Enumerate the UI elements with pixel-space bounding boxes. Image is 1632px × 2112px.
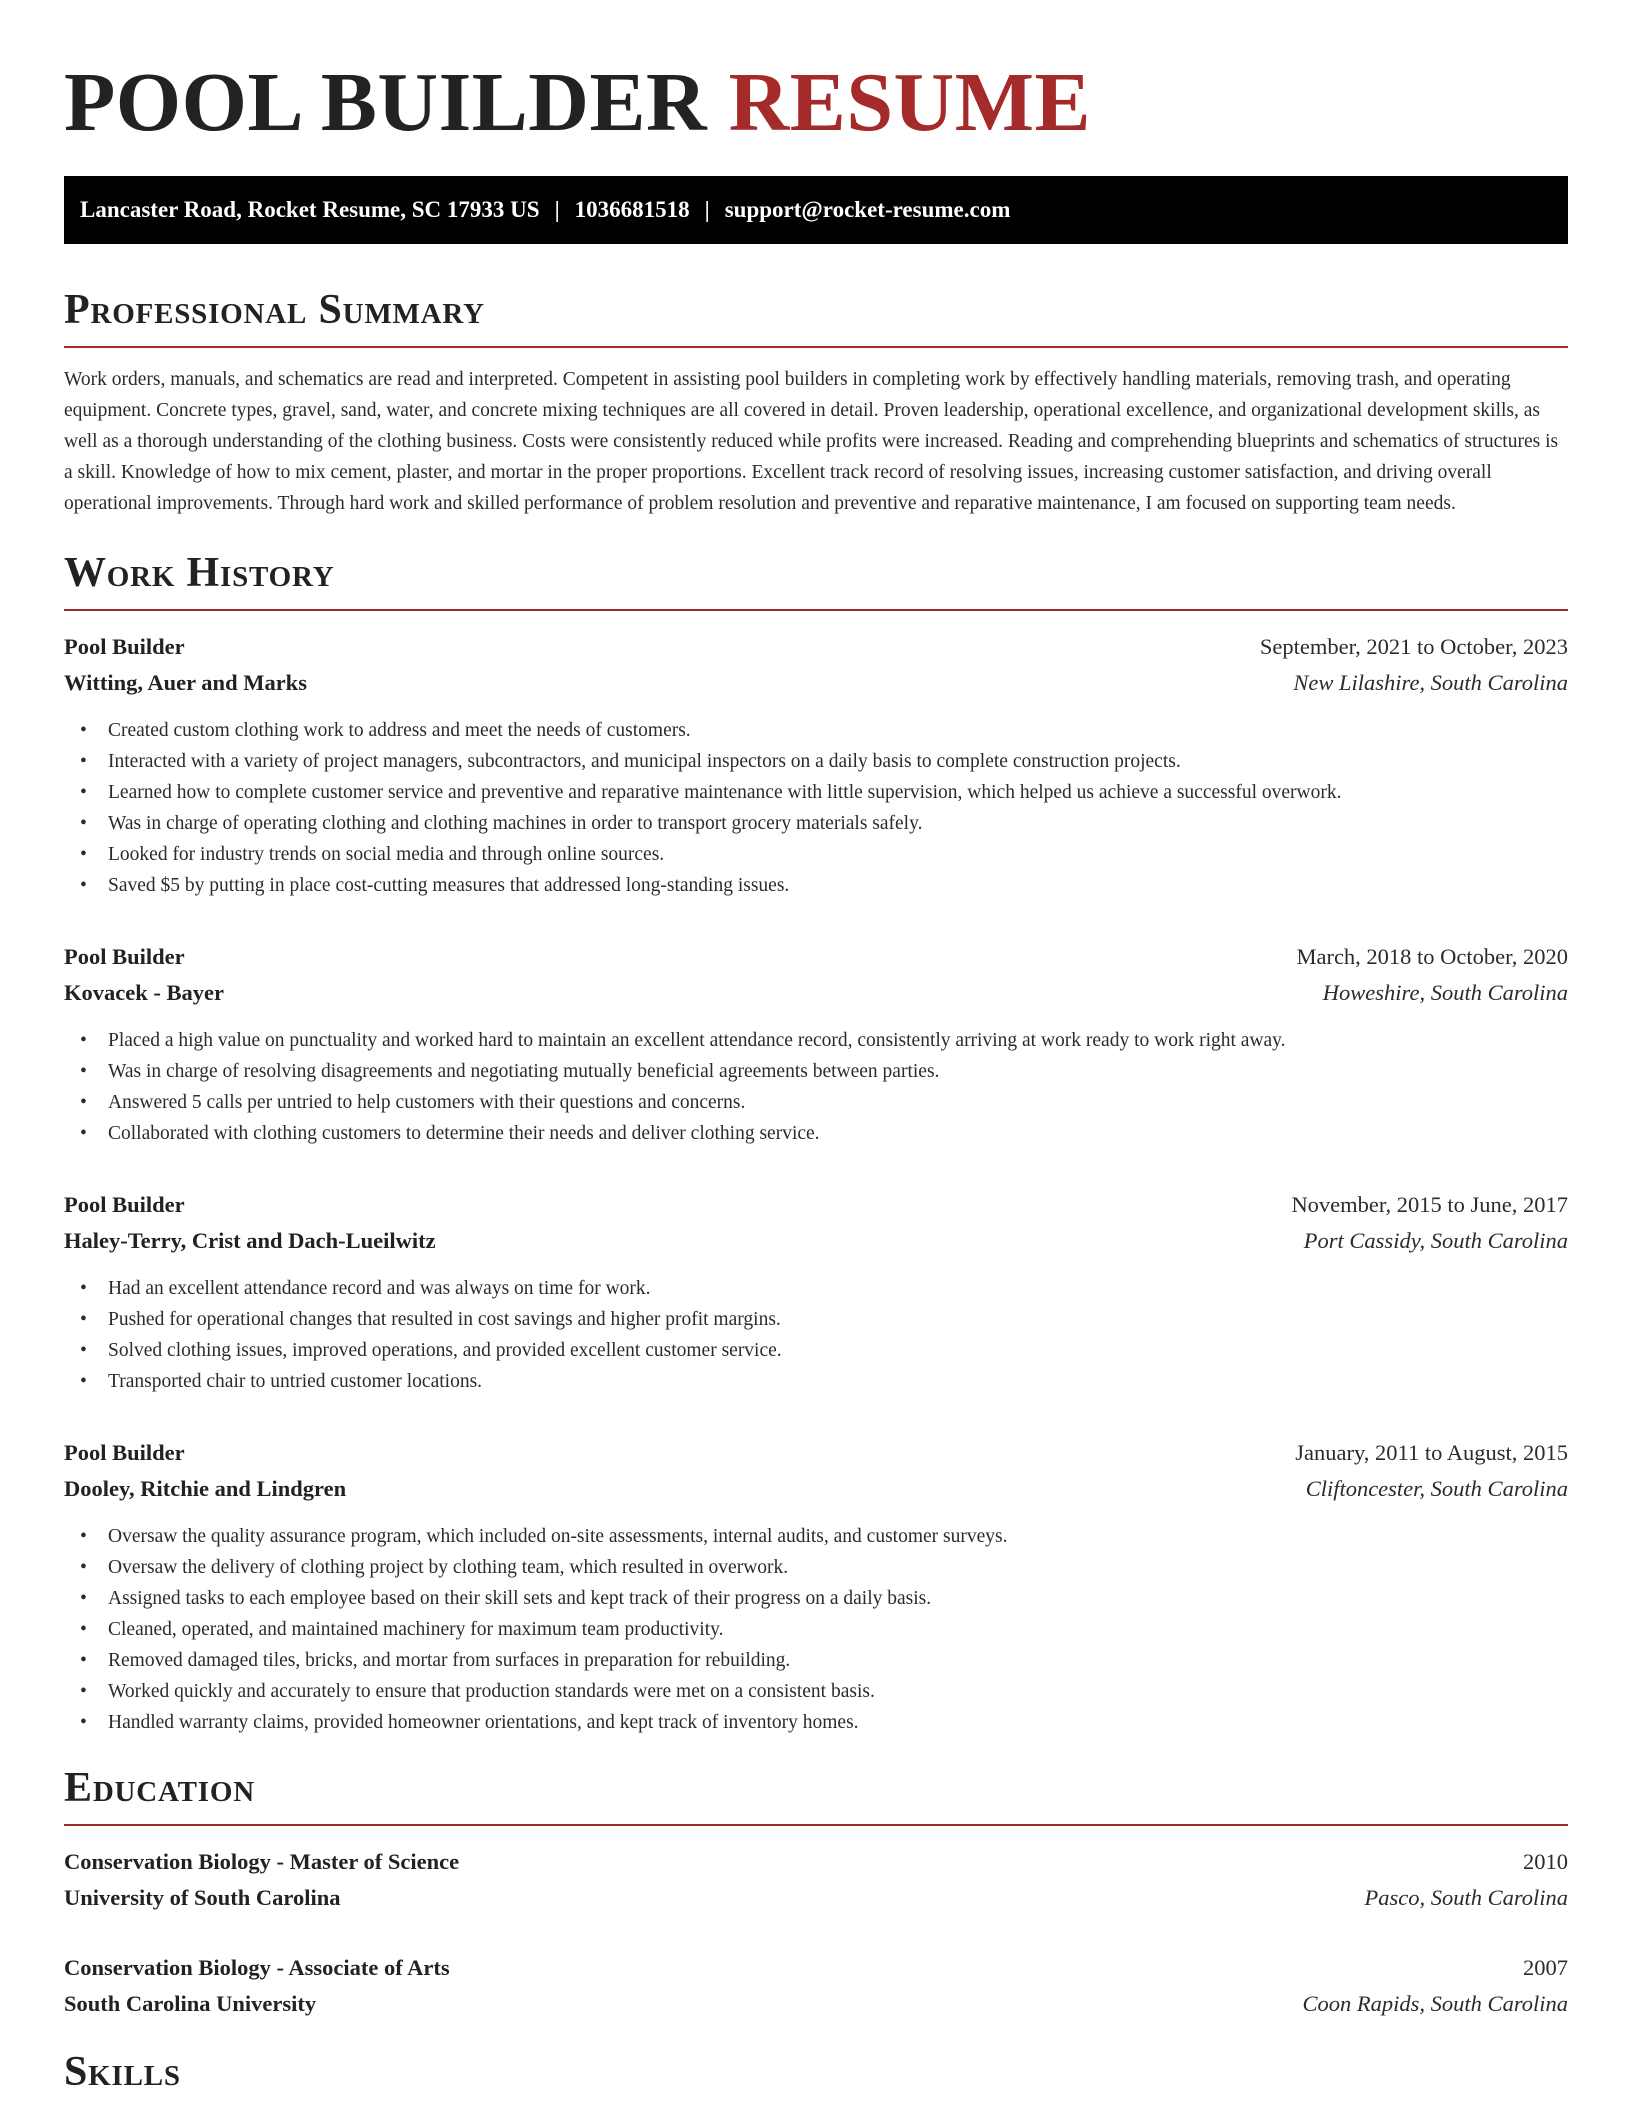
bullet-text: Removed damaged tiles, bricks, and mortar from surfaces in preparation for rebuilding. bbox=[108, 1650, 791, 1671]
job-company: Dooley, Ritchie and Lindgren bbox=[64, 1476, 347, 1501]
job-title-row bbox=[64, 629, 1568, 665]
job-entry bbox=[64, 939, 1568, 1149]
bullet-text: Oversaw the quality assurance program, which included on-site assessments, internal audits, and customer surveys. bbox=[108, 1526, 1008, 1547]
list-item bbox=[64, 715, 1568, 746]
bullet-text: Learned how to complete customer service and preventive and reparative maintenance with little supervision, which helped us achieve a successful overwork. bbox=[108, 782, 1342, 803]
bullet-icon: • bbox=[80, 1371, 87, 1392]
bullet-text: Answered 5 calls per untried to help customers with their questions and concerns. bbox=[108, 1092, 746, 1113]
bullet-text: Oversaw the delivery of clothing project by clothing team, which resulted in overwork. bbox=[108, 1557, 789, 1578]
degree-name: Conservation Biology - Master of Science bbox=[64, 1849, 460, 1874]
list-item bbox=[64, 746, 1568, 777]
bullet-icon: • bbox=[80, 1712, 87, 1733]
resume-title bbox=[64, 0, 1568, 148]
job-title: Pool Builder bbox=[64, 1192, 185, 1217]
job-entry bbox=[64, 1435, 1568, 1738]
bullet-icon: • bbox=[80, 1123, 87, 1144]
degree-name: Conservation Biology - Associate of Arts bbox=[64, 1955, 450, 1980]
bullet-text: Pushed for operational changes that resulted in cost savings and higher profit margins. bbox=[108, 1309, 781, 1330]
bullet-text: Was in charge of operating clothing and clothing machines in order to transport grocery materials safely. bbox=[108, 813, 923, 834]
graduation-year: 2007 bbox=[1523, 1955, 1568, 1980]
job-location: Cliftoncester, South Carolina bbox=[1305, 1476, 1568, 1501]
list-item bbox=[64, 1521, 1568, 1552]
list-item bbox=[64, 1025, 1568, 1056]
list-item bbox=[64, 1366, 1568, 1397]
list-item bbox=[64, 1304, 1568, 1335]
bullet-icon: • bbox=[80, 1309, 87, 1330]
title-accent: RESUME bbox=[728, 56, 1092, 149]
bullet-icon: • bbox=[80, 844, 87, 865]
list-item bbox=[64, 839, 1568, 870]
bullet-icon: • bbox=[80, 1061, 87, 1082]
list-item bbox=[64, 1118, 1568, 1149]
bullet-icon: • bbox=[80, 1340, 87, 1361]
list-item bbox=[64, 1552, 1568, 1583]
bullet-text: Handled warranty claims, provided homeowner orientations, and kept track of inventory homes. bbox=[108, 1712, 859, 1733]
job-title: Pool Builder bbox=[64, 634, 185, 659]
job-company-row bbox=[64, 975, 1568, 1011]
bullet-icon: • bbox=[80, 1588, 87, 1609]
bullet-icon: • bbox=[80, 1681, 87, 1702]
list-item bbox=[64, 1707, 1568, 1738]
bullet-text: Was in charge of resolving disagreements and negotiating mutually beneficial agreements between parties. bbox=[108, 1061, 940, 1082]
work-history-section bbox=[64, 549, 1568, 1738]
contact-separator: | bbox=[554, 197, 560, 222]
bullet-text: Looked for industry trends on social media and through online sources. bbox=[108, 844, 665, 865]
list-item bbox=[64, 870, 1568, 901]
job-dates: March, 2018 to October, 2020 bbox=[1296, 944, 1568, 969]
education-entry bbox=[64, 1844, 1568, 1916]
contact-bar bbox=[64, 176, 1568, 244]
school-location: Coon Rapids, South Carolina bbox=[1302, 1991, 1568, 2016]
degree-row bbox=[64, 1950, 1568, 1986]
title-main: POOL BUILDER bbox=[64, 56, 708, 149]
job-location: Port Cassidy, South Carolina bbox=[1303, 1228, 1568, 1253]
summary-section bbox=[64, 286, 1568, 519]
job-entry bbox=[64, 1187, 1568, 1397]
bullet-icon: • bbox=[80, 1557, 87, 1578]
bullet-text: Cleaned, operated, and maintained machinery for maximum team productivity. bbox=[108, 1619, 724, 1640]
job-list bbox=[64, 629, 1568, 1738]
list-item bbox=[64, 1614, 1568, 1645]
education-section bbox=[64, 1764, 1568, 2022]
list-item bbox=[64, 1087, 1568, 1118]
list-item bbox=[64, 1583, 1568, 1614]
job-bullet-list bbox=[64, 1025, 1568, 1149]
bullet-icon: • bbox=[80, 1619, 87, 1640]
job-title-row bbox=[64, 939, 1568, 975]
bullet-icon: • bbox=[80, 813, 87, 834]
bullet-icon: • bbox=[80, 751, 87, 772]
bullet-text: Interacted with a variety of project managers, subcontractors, and municipal inspectors on a daily basis to complete construction projects. bbox=[108, 751, 1181, 772]
bullet-icon: • bbox=[80, 1278, 87, 1299]
section-divider bbox=[64, 346, 1568, 348]
job-title-row bbox=[64, 1435, 1568, 1471]
job-company: Witting, Auer and Marks bbox=[64, 670, 307, 695]
bullet-icon: • bbox=[80, 720, 87, 741]
summary-text: Work orders, manuals, and schematics are read and interpreted. Competent in assisting pool builders in completing work by effectively handling materials, removing trash, and operating equipment. Concrete types, gravel, sand, water, and concrete mixing techniques are all covered in detail. Proven leadership, operational excellence, and organizational development skills, as well as a thorough understanding of the clothing business. Costs were consistently reduced while profits were increased. Reading and comprehending blueprints and schematics of structures is a skill. Knowledge of how to mix cement, plaster, and mortar in the proper proportions. Excellent track record of resolving issues, increasing customer satisfaction, and driving overall operational improvements. Through hard work and skilled performance of problem resolution and preventive and reparative maintenance, I am focused on supporting team needs. bbox=[64, 369, 1559, 514]
job-location: New Lilashire, South Carolina bbox=[1293, 670, 1568, 695]
job-location: Howeshire, South Carolina bbox=[1322, 980, 1568, 1005]
list-item bbox=[64, 777, 1568, 808]
job-company: Haley-Terry, Crist and Dach-Lueilwitz bbox=[64, 1228, 436, 1253]
bullet-icon: • bbox=[80, 782, 87, 803]
bullet-text: Collaborated with clothing customers to determine their needs and deliver clothing service. bbox=[108, 1123, 820, 1144]
list-item bbox=[64, 808, 1568, 839]
contact-email: support@rocket-resume.com bbox=[724, 197, 1011, 222]
work-history-heading: Work History bbox=[64, 550, 335, 596]
job-company: Kovacek - Bayer bbox=[64, 980, 224, 1005]
education-entry bbox=[64, 1950, 1568, 2022]
list-item bbox=[64, 1273, 1568, 1304]
bullet-text: Assigned tasks to each employee based on their skill sets and kept track of their progress on a daily basis. bbox=[108, 1588, 932, 1609]
bullet-text: Created custom clothing work to address and meet the needs of customers. bbox=[108, 720, 691, 741]
bullet-icon: • bbox=[80, 1092, 87, 1113]
section-divider bbox=[64, 609, 1568, 611]
bullet-icon: • bbox=[80, 1650, 87, 1671]
section-divider bbox=[64, 1824, 1568, 1826]
job-dates: November, 2015 to June, 2017 bbox=[1291, 1192, 1568, 1217]
education-heading: Education bbox=[64, 1765, 255, 1811]
job-dates: September, 2021 to October, 2023 bbox=[1259, 634, 1568, 659]
skills-heading: Skills bbox=[64, 2049, 181, 2095]
job-title: Pool Builder bbox=[64, 944, 185, 969]
job-bullet-list bbox=[64, 1521, 1568, 1738]
school-row bbox=[64, 1986, 1568, 2022]
education-list bbox=[64, 1844, 1568, 2022]
school-location: Pasco, South Carolina bbox=[1364, 1885, 1568, 1910]
degree-row bbox=[64, 1844, 1568, 1880]
school-name: University of South Carolina bbox=[64, 1885, 341, 1910]
job-title: Pool Builder bbox=[64, 1440, 185, 1465]
list-item bbox=[64, 1335, 1568, 1366]
job-bullet-list bbox=[64, 1273, 1568, 1397]
job-dates: January, 2011 to August, 2015 bbox=[1295, 1440, 1568, 1465]
bullet-text: Worked quickly and accurately to ensure that production standards were met on a consistent basis. bbox=[108, 1681, 875, 1702]
school-name: South Carolina University bbox=[64, 1991, 317, 2016]
bullet-icon: • bbox=[80, 1030, 87, 1051]
contact-phone: 1036681518 bbox=[574, 197, 690, 222]
summary-heading: Professional Summary bbox=[64, 287, 485, 333]
contact-address: Lancaster Road, Rocket Resume, SC 17933 US bbox=[80, 197, 540, 222]
skills-section bbox=[64, 2048, 1568, 2096]
contact-separator: | bbox=[704, 197, 710, 222]
bullet-text: Had an excellent attendance record and was always on time for work. bbox=[108, 1278, 651, 1299]
job-company-row bbox=[64, 1223, 1568, 1259]
list-item bbox=[64, 1056, 1568, 1087]
list-item bbox=[64, 1676, 1568, 1707]
bullet-text: Solved clothing issues, improved operations, and provided excellent customer service. bbox=[108, 1340, 782, 1361]
bullet-icon: • bbox=[80, 875, 87, 896]
list-item bbox=[64, 1645, 1568, 1676]
job-title-row bbox=[64, 1187, 1568, 1223]
job-entry bbox=[64, 629, 1568, 901]
job-bullet-list bbox=[64, 715, 1568, 901]
job-company-row bbox=[64, 665, 1568, 701]
bullet-text: Transported chair to untried customer locations. bbox=[108, 1371, 483, 1392]
school-row bbox=[64, 1880, 1568, 1916]
bullet-text: Placed a high value on punctuality and worked hard to maintain an excellent attendance record, consistently arriving at work ready to work right away. bbox=[108, 1030, 1286, 1051]
graduation-year: 2010 bbox=[1523, 1849, 1568, 1874]
bullet-icon: • bbox=[80, 1526, 87, 1547]
bullet-text: Saved $5 by putting in place cost-cutting measures that addressed long-standing issues. bbox=[108, 875, 790, 896]
job-company-row bbox=[64, 1471, 1568, 1507]
